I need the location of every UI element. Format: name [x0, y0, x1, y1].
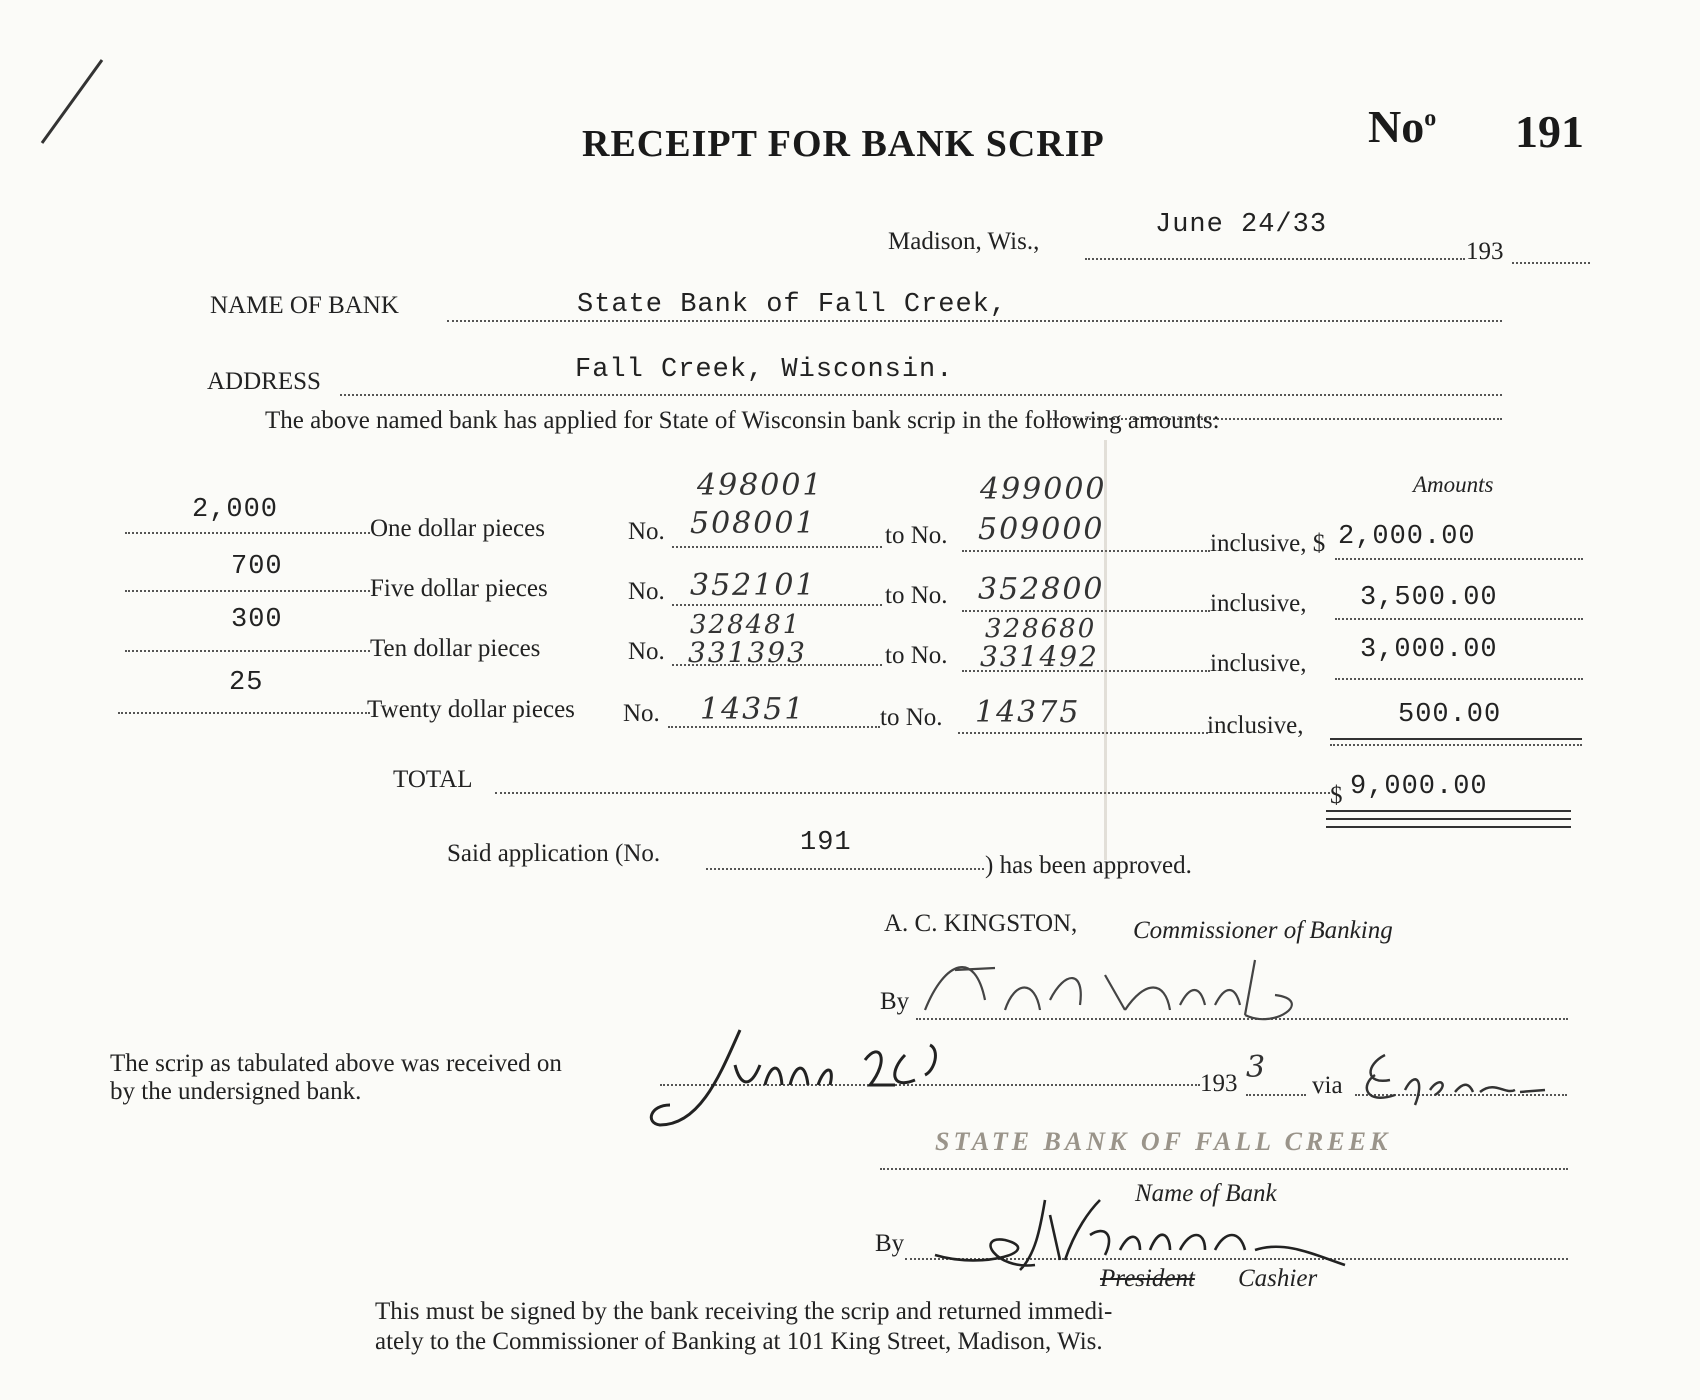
receipt-number-label: No$^o$ [1368, 101, 1437, 152]
commissioner-title: Commissioner of Banking [1133, 917, 1393, 944]
row-qty-line [125, 650, 370, 652]
total-label: TOTAL [393, 766, 473, 793]
row-denomination: Five dollar pieces [370, 575, 548, 602]
row-inclusive: inclusive, [1210, 650, 1307, 677]
document-title: RECEIPT FOR BANK SCRIP [582, 123, 1105, 165]
row-no-label: No. [628, 638, 665, 665]
row-to-line [962, 550, 1210, 552]
cashier-by-label: By [875, 1230, 905, 1257]
receipt-year-digit: 3 [1246, 1050, 1268, 1085]
via-value [1355, 1040, 1555, 1110]
approval-suffix: ) has been approved. [985, 852, 1192, 879]
row-from: 14351 [700, 692, 806, 727]
row-from: 352101 [690, 568, 817, 603]
row-amount: 500.00 [1398, 700, 1502, 730]
row-amount-line [1330, 738, 1582, 740]
total-underline-1 [1326, 810, 1571, 812]
row-inclusive: inclusive, [1210, 590, 1307, 617]
commissioner-by-label: By [880, 988, 910, 1015]
row-to: 14375 [975, 695, 1081, 730]
row-qty-line [125, 532, 370, 534]
row-to-label: to No. [885, 522, 948, 549]
year-dotted-line [1512, 262, 1590, 264]
address-label: ADDRESS [207, 368, 321, 395]
bank-name-label: NAME OF BANK [210, 292, 399, 319]
row-to-label: to No. [885, 642, 948, 669]
row-inclusive: inclusive, $ [1210, 530, 1326, 557]
row-to-line [958, 732, 1208, 734]
row-no-label: No. [623, 700, 660, 727]
row-from-line [672, 604, 882, 606]
via-label: via [1312, 1072, 1343, 1099]
row-to: 331492 [980, 640, 1099, 673]
bank-stamp: STATE BANK OF FALL CREEK [935, 1127, 1392, 1156]
row-from-line [672, 664, 882, 666]
row-no-label: No. [628, 518, 665, 545]
name-of-bank-label: Name of Bank [1135, 1180, 1277, 1207]
footer-line2: ately to the Commissioner of Banking at 101 King Street, Madison, Wis. [375, 1328, 1103, 1355]
receipt-year-line [1246, 1094, 1306, 1096]
approval-dotted-line [706, 868, 984, 870]
row-qty: 25 [229, 668, 264, 698]
row-qty-line [118, 712, 370, 714]
row-amount: 2,000.00 [1338, 522, 1476, 552]
row-denomination: One dollar pieces [370, 515, 545, 542]
date-dotted-line [1085, 258, 1465, 260]
total-currency: $ [1330, 782, 1343, 809]
issue-date: June 24/33 [1155, 210, 1328, 240]
row-to-label: to No. [885, 582, 948, 609]
row-from: 508001 [690, 506, 817, 541]
row-amount-line-dotted [1330, 744, 1582, 746]
row-from: 331393 [688, 636, 807, 669]
bank-name-value: State Bank of Fall Creek, [577, 290, 1008, 320]
row-qty-line [125, 590, 370, 592]
address-dotted-line [340, 394, 1502, 396]
receipt-year-prefix: 193 [1200, 1070, 1238, 1097]
role-president-struck: President [1100, 1265, 1195, 1292]
receipt-date [640, 1015, 1060, 1145]
row-from-extra: 328481 [690, 610, 802, 640]
total-value: 9,000.00 [1350, 772, 1488, 802]
year-prefix: 193 [1466, 238, 1504, 265]
footer-line1: This must be signed by the bank receiving the scrip and returned immedi- [375, 1298, 1113, 1325]
receipt-number: 191 [1515, 106, 1584, 157]
row-to: 509000 [978, 512, 1105, 547]
amounts-header: Amounts [1413, 472, 1494, 497]
row-no-label: No. [628, 578, 665, 605]
pencil-mark [30, 55, 110, 155]
receipt-text-line1: The scrip as tabulated above was received on [110, 1050, 562, 1077]
receipt-text-line2: by the undersigned bank. [110, 1078, 362, 1105]
total-underline-3 [1326, 826, 1571, 828]
role-cashier: Cashier [1238, 1265, 1318, 1292]
address-value: Fall Creek, Wisconsin. [575, 355, 954, 385]
row-to-extra: 499000 [980, 472, 1107, 507]
row-amount: 3,000.00 [1360, 635, 1498, 665]
row-denomination: Ten dollar pieces [370, 635, 541, 662]
row-amount: 3,500.00 [1360, 583, 1498, 613]
commissioner-name: A. C. KINGSTON, [884, 910, 1078, 937]
place-label: Madison, Wis., [888, 228, 1040, 255]
row-denomination: Twenty dollar pieces [367, 696, 575, 723]
approval-number: 191 [800, 828, 852, 858]
fold-crease [1104, 440, 1107, 860]
approval-prefix: Said application (No. [447, 840, 661, 867]
intro-text: The above named bank has applied for State of Wisconsin bank scrip in the following amounts: [265, 407, 1220, 434]
row-to-extra: 328680 [985, 614, 1097, 644]
row-to-line [962, 670, 1210, 672]
row-to-label: to No. [880, 704, 943, 731]
total-dotted-line [495, 792, 1330, 794]
row-from-line [672, 546, 882, 548]
row-amount-line [1335, 678, 1583, 680]
row-qty: 700 [231, 552, 283, 582]
row-amount-line [1335, 558, 1583, 560]
row-inclusive: inclusive, [1207, 712, 1304, 739]
row-to-line [962, 610, 1210, 612]
row-from-line [668, 726, 880, 728]
row-to: 352800 [978, 572, 1105, 607]
row-qty: 2,000 [192, 495, 279, 525]
bank-name-dotted-line [447, 320, 1502, 322]
row-qty: 300 [231, 605, 283, 635]
total-underline-2 [1326, 818, 1571, 820]
row-from-extra: 498001 [697, 468, 824, 503]
bank-stamp-line [880, 1168, 1568, 1170]
row-amount-line [1335, 618, 1583, 620]
